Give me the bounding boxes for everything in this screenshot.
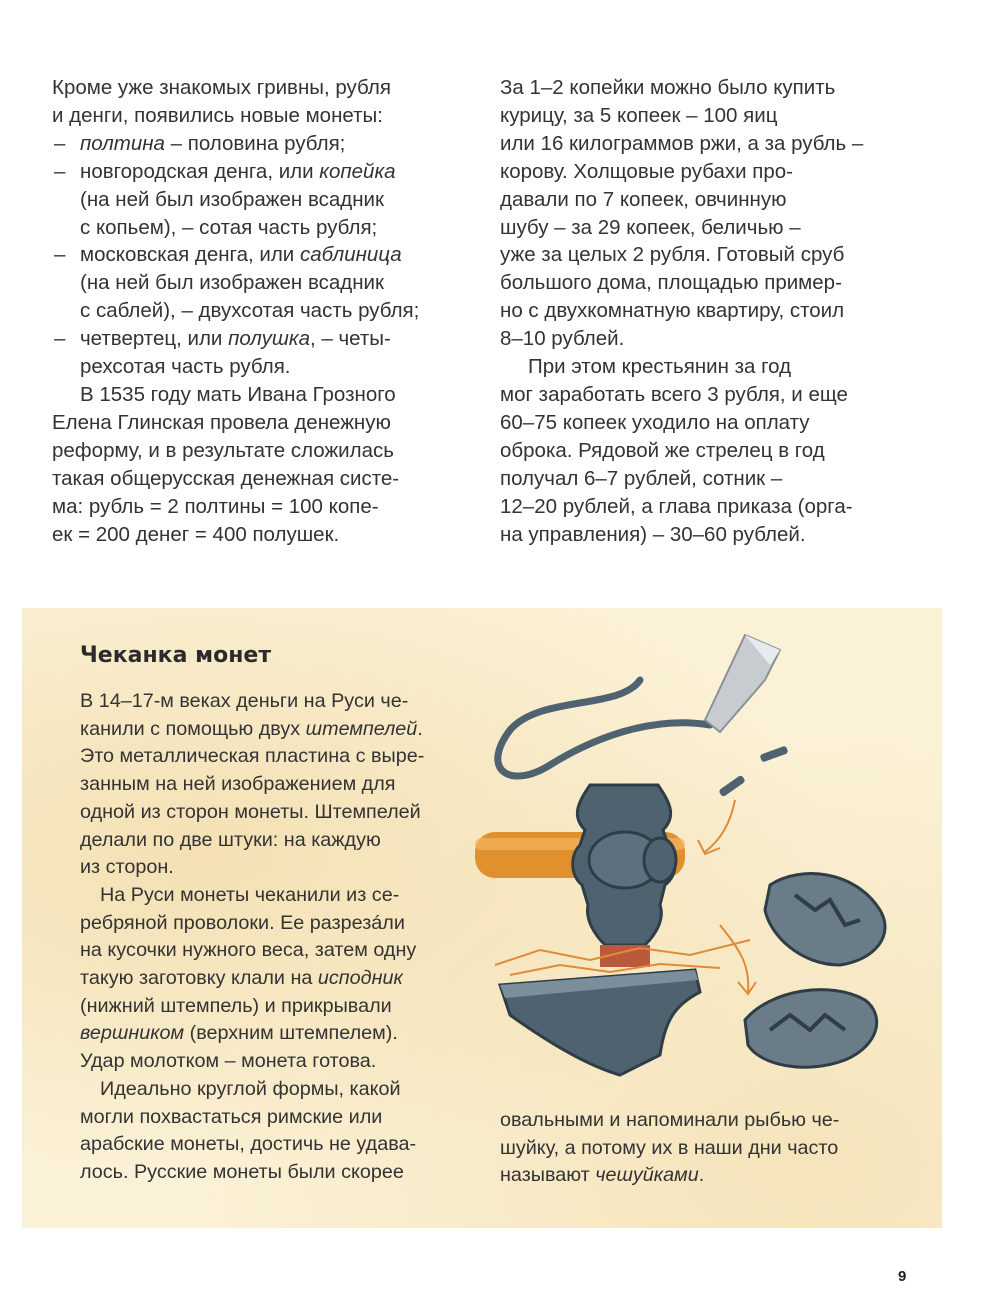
coin-minting-illustration [470, 620, 920, 1090]
box-paragraph-3: Идеально круглой формы, какой могли похвастаться римские или арабские монеты, достичь не удава- лось. Русские монеты были скорее [80, 1077, 417, 1183]
coin-icon [765, 874, 885, 965]
anvil-icon [500, 970, 700, 1075]
right-column [500, 74, 940, 548]
arrow-icon [698, 800, 735, 854]
list-item: – московская денга, или саблиница (на ней был изображен всадник с саблей), – двухсотая часть рубля; [54, 243, 420, 323]
list-item: – полтина – половина рубля; [54, 131, 346, 155]
chisel-icon [705, 635, 780, 732]
page-number: 9 [898, 1268, 907, 1285]
list-item: – новгородская денга, или копейка (на ней был изображен всадник с копьем), – сотая часть рубля; [54, 159, 396, 239]
arrow-icon [720, 925, 756, 994]
box-right-text: овальными и напоминали рыбью че- шуйку, а потому их в наши дни часто называют чешуйками. [500, 1109, 840, 1187]
prices-paragraph: За 1–2 копейки можно было купить курицу, за 5 копеек – 100 яиц или 16 килограммов ржи, а за рубль – корову. Холщовые рубахи про- давали по 7 копеек, овчинную шубу – за 29 копеек, беличью – уже за целых 2 рубля. Готовый сруб большого дома, площадью пример- но с двухкомнатную квартиру, стоил 8–10 рублей. [500, 76, 864, 351]
list-item: – четвертец, или полушка, – четы- рехсотая часть рубля. [54, 327, 391, 379]
wages-paragraph: При этом крестьянин за год мог заработать всего 3 рубля, и еще 60–75 копеек уходило на оплату оброка. Рядовой же стрелец в год получал 6–7 рублей, сотник – 12–20 рублей, а глава приказа (орга- на управления) – 30–60 рублей. [500, 355, 853, 546]
intro-paragraph: Кроме уже знакомых гривны, рубля и денги, появились новые монеты: [52, 76, 391, 127]
reform-paragraph: В 1535 году мать Ивана Грозного Елена Глинская провела денежную реформу, и в результате сложилась такая общерусская денежная систе- ма: рубль = 2 полтины = 100 копе- ек = 200 денег = 400 полушек. [52, 382, 400, 546]
box-title: Чеканка монет [80, 643, 272, 668]
hammer-icon [475, 785, 685, 967]
left-column [52, 74, 492, 548]
wire-icon [498, 680, 710, 776]
box-paragraph-2: На Руси монеты чеканили из се- ребряной проволоки. Ее разрезáли на кусочки нужного веса, затем одну такую заготовку клали на исподник (нижний штемпель) и прикрывали вершником (верхним штемпелем). Удар молотком – монета готова. [80, 883, 417, 1073]
box-paragraph-1: В 14–17-м веках деньги на Руси че- канили с помощью двух штемпелей. Это металлическая пластина с выре- занным на ней изображением для одной из сторон монеты. Штемпелей делали по две штуки: на каждую из сторон. [80, 690, 425, 879]
coin-icon [745, 990, 877, 1068]
box-left-text [80, 688, 470, 1187]
wire-pieces-icon [718, 745, 788, 797]
